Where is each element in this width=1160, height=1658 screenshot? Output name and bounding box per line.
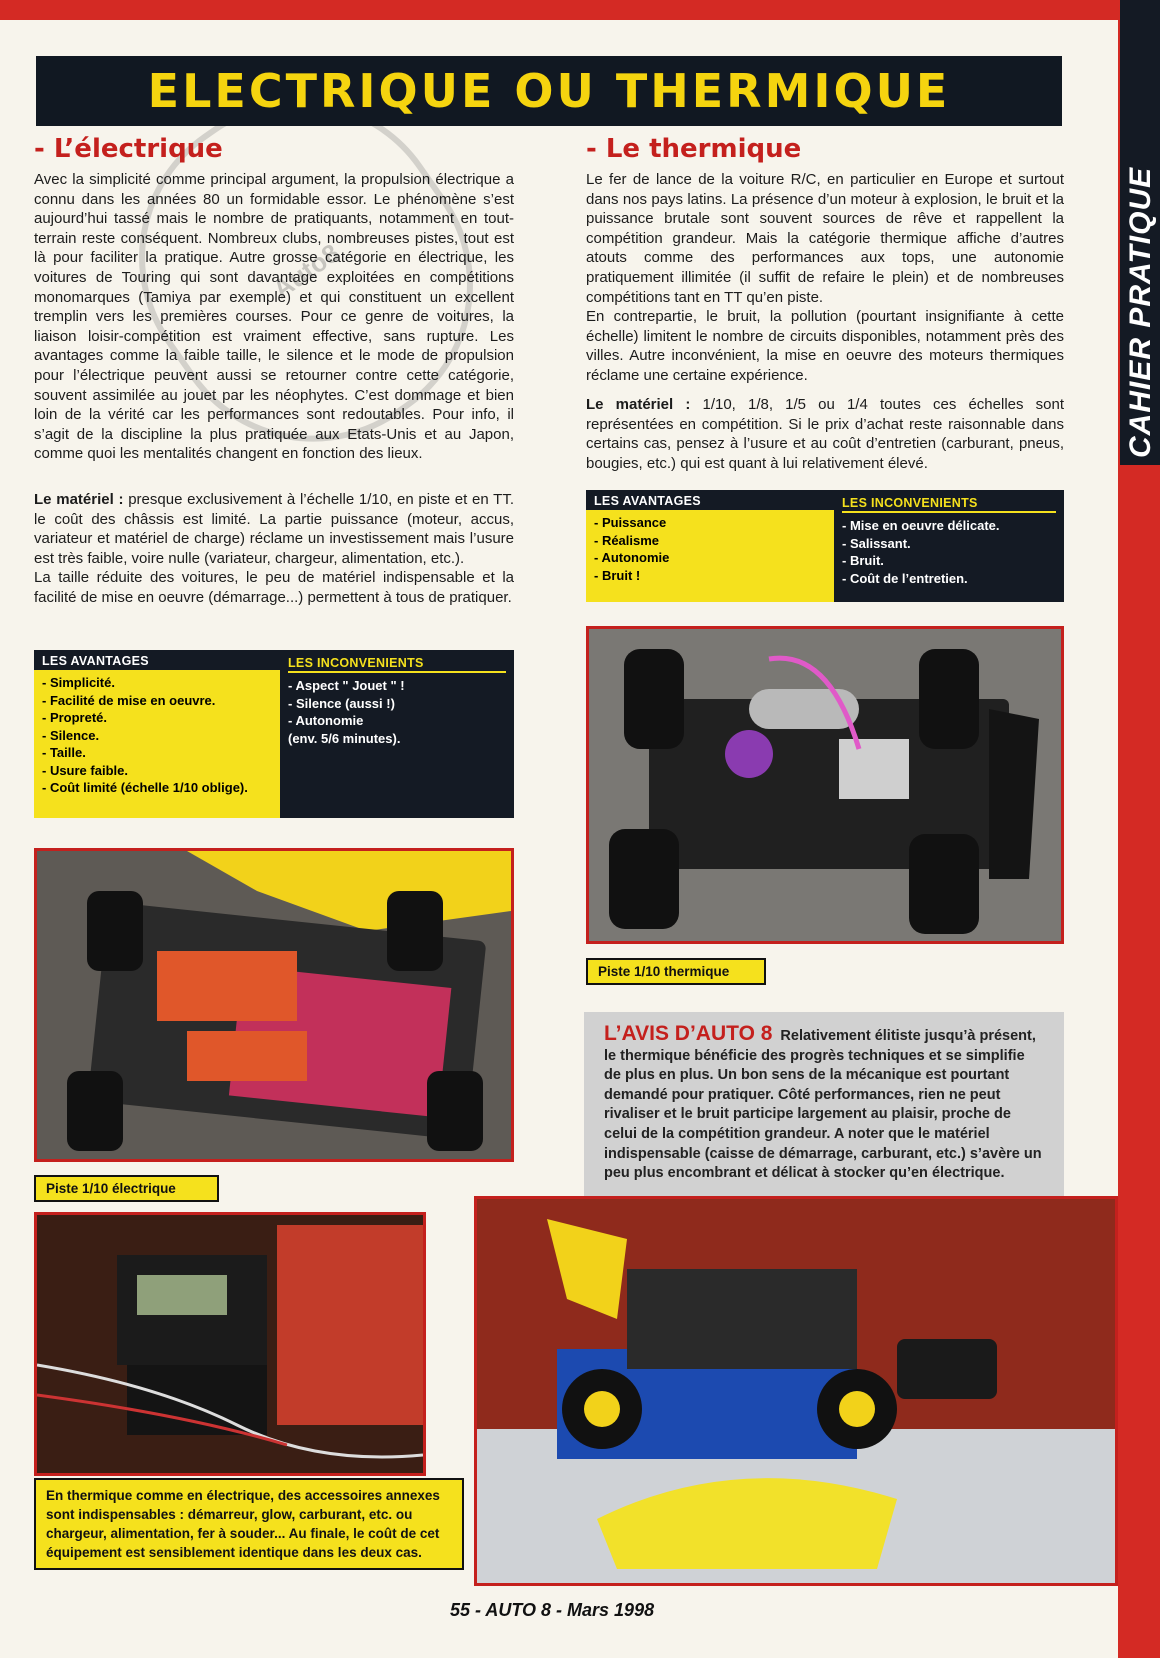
- editorial-opinion-box: [584, 1012, 1064, 1222]
- electric-pros-cons: [34, 650, 514, 818]
- list-item: - Propreté.: [42, 710, 108, 725]
- electric-materiel: [34, 490, 514, 608]
- section-tab-label: CAHIER PRATIQUE: [1124, 166, 1157, 458]
- electric-car-illustration: [37, 851, 511, 1159]
- pros-heading: LES AVANTAGES: [34, 650, 280, 670]
- list-item: - Aspect " Jouet " !: [288, 678, 405, 693]
- list-item: - Coût limité (échelle 1/10 oblige).: [42, 780, 248, 795]
- thermal-car-illustration: [589, 629, 1061, 941]
- watermark-stamp: Auto8: [80, 41, 532, 500]
- materiel-label: Le matériel :: [586, 396, 691, 413]
- opinion-text: Relativement élitiste jusqu’à présent, le thermique bénéficie des progrès techniques et se simplifie de plus en plus. Un bon sens de la mécanique est pourtant demandé pour pratiquer. Côté performances, rien ne peut rivaliser et le bruit participe largement au plaisir, proche de celui de la compétition grandeur. A noter que le matériel indispensable (caisse de démarrage, carburant, etc.) s’avère un peu plus encombrant et délicat à stocker qu’en électrique.: [604, 1028, 1042, 1182]
- list-item: - Usure faible.: [42, 762, 128, 778]
- thermal-materiel: [586, 395, 1064, 473]
- section-tab: [1120, 0, 1160, 465]
- pros-list: [42, 674, 272, 797]
- cons-list: [288, 677, 506, 747]
- electric-car-photo: [34, 848, 514, 1162]
- accessories-photo: [34, 1212, 426, 1476]
- electric-intro: Avec la simplicité comme principal argument, la propulsion électrique a connu dans les années 80 un formidable essor. Le phénomène s’est aujourd’hui tassé mais le nombre de pratiquants, notamment en tout-terrain reste conséquent. Nombreux clubs, nombreuses pistes, tout est là pour faciliter la pratique. Autre grosse catégorie en électrique, les voitures de Touring qui sont davantage exploitées en compétitions monomarques (Tamiya par exemple) et qui constituent un excellent tremplin vers les premières courses. Pour ce genre de voitures, la liaison loisir-compétition est vraiment effective, sans rupture. Les avantages comme la faible taille, le silence et le mode de propulsion pour l’électrique peuvent aussi se retourner contre cette catégorie, souvent assimilée au jouet par les néophytes. C’est dommage et bien loin de la vérité car les performances sont redoutables. Pour info, il s’agit de la discipline la plus pratiquée aux Etats-Unis et au Japon, comme quoi les mentalités changent en fonction des lieux.: [34, 171, 514, 463]
- opinion-title: L’AVIS D’AUTO 8: [604, 1022, 773, 1045]
- list-item: - Facilité de mise en oeuvre.: [42, 692, 216, 708]
- thermal-car-photo: [586, 626, 1064, 944]
- thermal-photo-caption: Piste 1/10 thermique: [586, 958, 766, 985]
- thermal-pros-cons: [586, 490, 1064, 602]
- list-item: - Mise en oeuvre délicate.: [842, 518, 1000, 533]
- pros-heading: LES AVANTAGES: [586, 490, 834, 510]
- materiel-text: 1/10, 1/8, 1/5 ou 1/4 toutes ces échelles sont représentées en compétition. Si le prix d’achat reste raisonnable dans certains cas, pensez à l’usure et au coût d’entretien (carburant, pneus, bougies, etc.) qui est quant à lui relativement élevé.: [586, 396, 1064, 472]
- list-item: - Réalisme: [594, 532, 660, 548]
- offroad-car-illustration: [477, 1199, 1115, 1583]
- list-item: - Autonomie: [594, 550, 670, 565]
- electric-heading: - L’électrique: [34, 134, 223, 164]
- thermal-cons: [834, 490, 1064, 602]
- list-item: - Taille.: [42, 745, 86, 760]
- materiel-label: Le matériel :: [34, 491, 124, 508]
- page-footer: 55 - AUTO 8 - Mars 1998: [450, 1600, 655, 1620]
- electric-cons: [280, 650, 514, 818]
- list-item: - Silence (aussi !): [288, 695, 395, 711]
- offroad-car-photo: [474, 1196, 1118, 1586]
- pros-list: [594, 514, 826, 584]
- list-item: - Silence.: [42, 727, 100, 743]
- list-item: (env. 5/6 minutes).: [288, 730, 401, 746]
- list-item: - Coût de l’entretien.: [842, 570, 968, 586]
- list-item: - Autonomie: [288, 713, 364, 728]
- cons-heading: LES INCONVENIENTS: [288, 656, 506, 673]
- list-item: - Salissant.: [842, 535, 911, 551]
- accessories-caption: En thermique comme en électrique, des accessoires annexes sont indispensables : démarreur, glow, carburant, etc. ou chargeur, alimentation, fer à souder... Au finale, le coût de cet équipement est sensiblement identique dans les deux cas.: [34, 1478, 464, 1570]
- thermal-pros: [586, 490, 834, 602]
- thermal-intro: Le fer de lance de la voiture R/C, en particulier en Europe et surtout dans nos pays latins. La présence d’un moteur à explosion, le bruit et la puissance brutale sont souvent sources de rêve et rappellent la compétition grandeur. Mais la catégorie thermique affiche d’autres atouts comme des performances aux tops, une autonomie pratiquement illimitée (il suffit de refaire le plein) et de nombreuses compétitions tant en TT qu’en piste. En contrepartie, le bruit, la pollution (pourtant insignifiante à cette échelle) limitent le nombre de circuits disponibles, notamment près des villes. Autre inconvénient, la mise en oeuvre des moteurs thermiques réclame une certaine expérience.: [586, 171, 1064, 384]
- thermal-heading: - Le thermique: [586, 134, 802, 164]
- cons-heading: LES INCONVENIENTS: [842, 496, 1056, 513]
- materiel-text: presque exclusivement à l’échelle 1/10, en piste et en TT. le coût des châssis est limité. La partie puissance (moteur, accus, variateur et matériel de charge) réclame un investissement mais l’usure est très faible, voire nulle (variateur, chargeur, alimentation, etc.). La taille réduite des voitures, le peu de matériel indispensable et la facilité de mise en oeuvre (démarrage...) permettent à tous de pratiquer.: [34, 491, 514, 606]
- cons-list: [842, 517, 1056, 587]
- list-item: - Bruit.: [842, 553, 884, 568]
- list-item: - Simplicité.: [42, 675, 115, 690]
- electric-photo-caption: Piste 1/10 électrique: [34, 1175, 219, 1202]
- page-title: ELECTRIQUE OU THERMIQUE: [147, 64, 951, 118]
- title-banner: [36, 56, 1062, 126]
- accessories-illustration: [37, 1215, 423, 1473]
- electric-pros: [34, 650, 280, 818]
- list-item: - Bruit !: [594, 567, 641, 583]
- list-item: - Puissance: [594, 515, 667, 530]
